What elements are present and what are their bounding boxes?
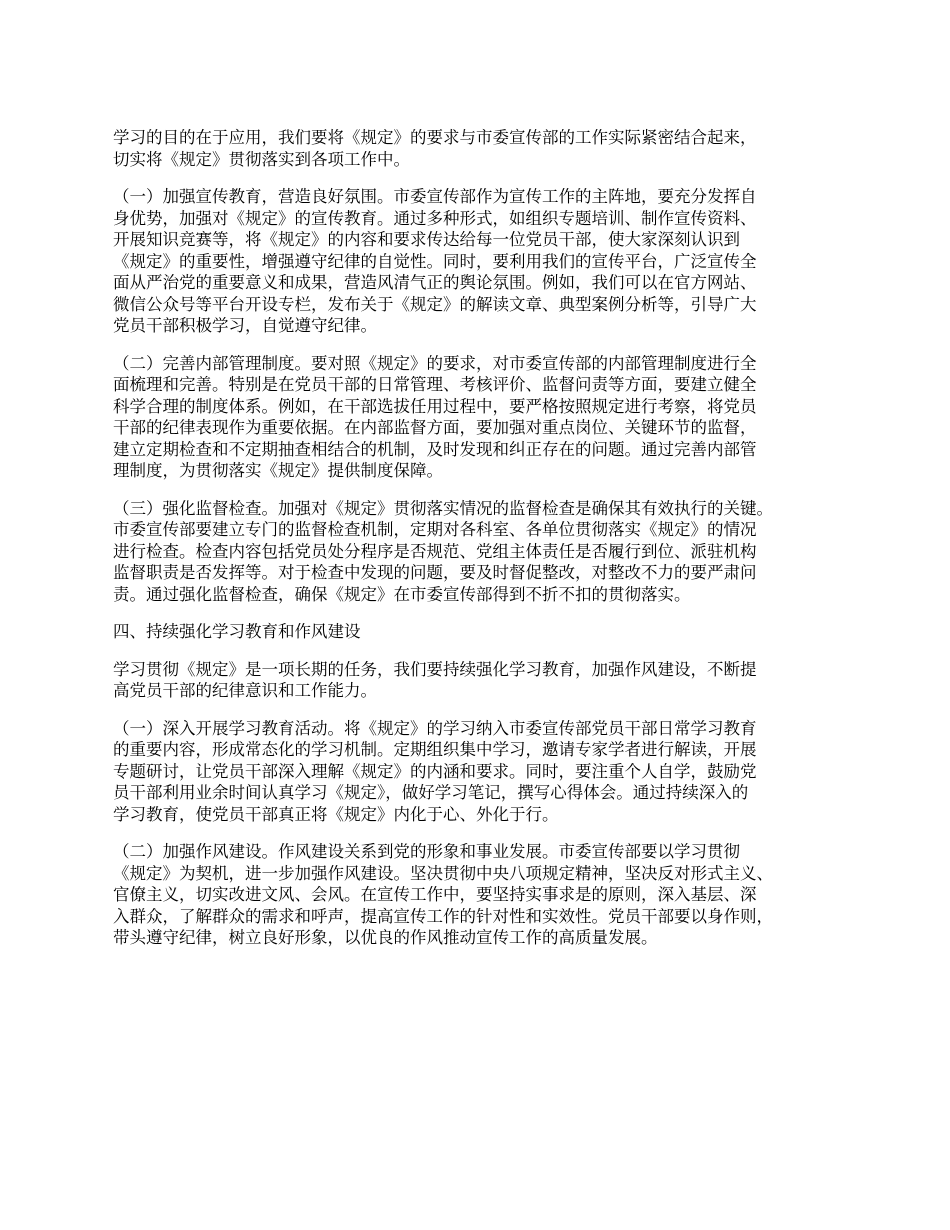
document-page: [113, 127, 857, 965]
text-line: （二）完善内部管理制度。要对照《规定》的要求，对市委宣传部的内部管理制度进行全: [113, 353, 757, 373]
text-line: 学习的目的在于应用，我们要将《规定》的要求与市委宣传部的工作实际紧密结合起来，: [113, 128, 757, 147]
text-line: 学习教育，使党员干部真正将《规定》内化于心、外化于行。: [113, 804, 559, 824]
paragraph-learning-activities: [113, 718, 857, 826]
text-line: 高党员干部的纪律意识和工作能力。: [113, 681, 377, 700]
paragraph-long-term-task: [113, 659, 857, 702]
text-line: 面梳理和完善。特别是在党员干部的日常管理、考核评价、监督问责等方面，要建立健全: [113, 375, 757, 394]
text-line: （一）加强宣传教育，营造良好氛围。市委宣传部作为宣传工作的主阵地，要充分发挥自: [113, 187, 757, 206]
text-line: 身优势，加强对《规定》的宣传教育。通过多种形式，如组织专题培训、制作宣传资料、: [113, 208, 757, 228]
paragraph-internal-management: [113, 353, 857, 482]
text-line: 进行检查。检查内容包括党员处分程序是否规范、党组主体责任是否履行到位、派驻机构: [113, 541, 757, 561]
text-line: 科学合理的制度体系。例如，在干部选拔任用过程中，要严格按照规定进行考察，将党员: [113, 396, 757, 416]
text-line: 带头遵守纪律，树立良好形象，以优良的作风推动宣传工作的高质量发展。: [113, 928, 658, 947]
text-line: 《规定》的重要性，增强遵守纪律的自觉性。同时，要利用我们的宣传平台，广泛宣传全: [113, 251, 757, 271]
text-line: 官僚主义，切实改进文风、会风。在宣传工作中，要坚持实事求是的原则，深入基层、深: [113, 885, 757, 904]
text-line: 理制度，为贯彻落实《规定》提供制度保障。: [113, 461, 443, 480]
text-line: 专题研讨，让党员干部深入理解《规定》的内涵和要求。同时，要注重个人自学，鼓励党: [113, 761, 757, 781]
paragraph-supervision: [113, 498, 857, 606]
text-line: 建立定期检查和不定期抽查相结合的机制，及时发现和纠正存在的问题。通过完善内部管: [113, 439, 757, 459]
text-line: 监督职责是否发挥等。对于检查中发现的问题，要及时督促整改，对整改不力的要严肃问: [113, 563, 757, 582]
text-line: 责。通过强化监督检查，确保《规定》在市委宣传部得到不折不扣的贯彻落实。: [113, 584, 691, 604]
text-line: 学习贯彻《规定》是一项长期的任务，我们要持续强化学习教育，加强作风建设，不断提: [113, 659, 757, 679]
text-line: 干部的纪律表现作为重要依据。在内部监督方面，要加强对重点岗位、关键环节的监督，: [113, 418, 757, 437]
text-line: 《规定》为契机，进一步加强作风建设。坚决贯彻中央八项规定精神，坚决反对形式主义、: [113, 863, 773, 883]
text-line: 切实将《规定》贯彻落实到各项工作中。: [113, 149, 410, 169]
text-line: 党员干部积极学习，自觉遵守纪律。: [113, 316, 377, 335]
text-line: 面从严治党的重要意义和成果，营造风清气正的舆论氛围。例如，我们可以在官方网站、: [113, 273, 757, 292]
text-line: （二）加强作风建设。作风建设关系到党的形象和事业发展。市委宣传部要以学习贯彻: [113, 842, 740, 861]
text-line: 入群众，了解群众的需求和呼声，提高宣传工作的针对性和实效性。党员干部要以身作则，: [113, 906, 773, 926]
text-line: 开展知识竞赛等，将《规定》的内容和要求传达给每一位党员干部，使大家深刻认识到: [113, 230, 740, 249]
section-heading: 四、持续强化学习教育和作风建设: [113, 622, 361, 641]
text-line: 的重要内容，形成常态化的学习机制。定期组织集中学习，邀请专家学者进行解读，开展: [113, 740, 757, 759]
text-line: 市委宣传部要建立专门的监督检查机制，定期对各科室、各单位贯彻落实《规定》的情况: [113, 520, 757, 539]
text-line: （三）强化监督检查。加强对《规定》贯彻落实情况的监督检查是确保其有效执行的关键。: [113, 498, 773, 518]
paragraph-work-style: [113, 841, 857, 949]
text-line: （一）深入开展学习教育活动。将《规定》的学习纳入市委宣传部党员干部日常学习教育: [113, 718, 757, 738]
paragraph-intro: [113, 127, 857, 170]
paragraph-publicity-education: [113, 186, 857, 337]
text-line: 微信公众号等平台开设专栏，发布关于《规定》的解读文章、典型案例分析等，引导广大: [113, 294, 757, 314]
text-line: 员干部利用业余时间认真学习《规定》，做好学习笔记，撰写心得体会。通过持续深入的: [113, 783, 749, 802]
